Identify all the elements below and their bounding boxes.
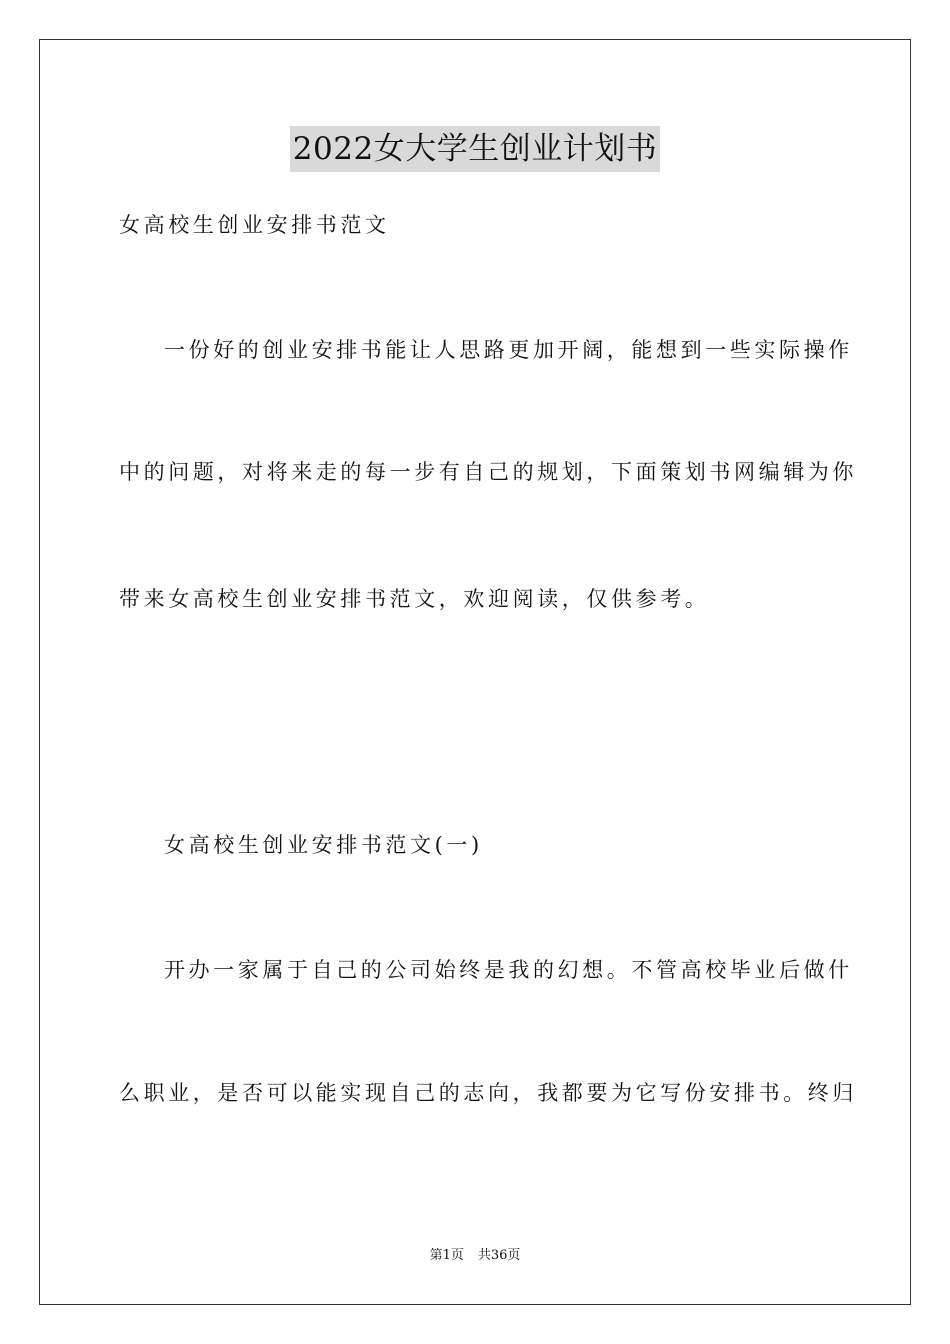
section-heading: 女高校生创业安排书范文(一): [164, 833, 483, 857]
page-number-total: 共36页: [477, 1248, 521, 1263]
paragraph-line: 么职业，是否可以能实现自己的志向，我都要为它写份安排书。终归: [119, 1081, 857, 1105]
paragraph-line: 开办一家属于自己的公司始终是我的幻想。不管高校毕业后做什: [164, 958, 853, 982]
paragraph-line: 带来女高校生创业安排书范文，欢迎阅读，仅供参考。: [119, 587, 710, 611]
paragraph-line: 中的问题，对将来走的每一步有自己的规划，下面策划书网编辑为你: [119, 460, 857, 484]
document-subtitle: 女高校生创业安排书范文: [119, 213, 390, 237]
document-title: 2022女大学生创业计划书: [290, 126, 660, 172]
page-footer: [0, 1247, 950, 1265]
paragraph-line: 一份好的创业安排书能让人思路更加开阔，能想到一些实际操作: [164, 338, 853, 362]
page-number-current: 第1页: [429, 1248, 464, 1263]
title-container: [0, 126, 950, 172]
